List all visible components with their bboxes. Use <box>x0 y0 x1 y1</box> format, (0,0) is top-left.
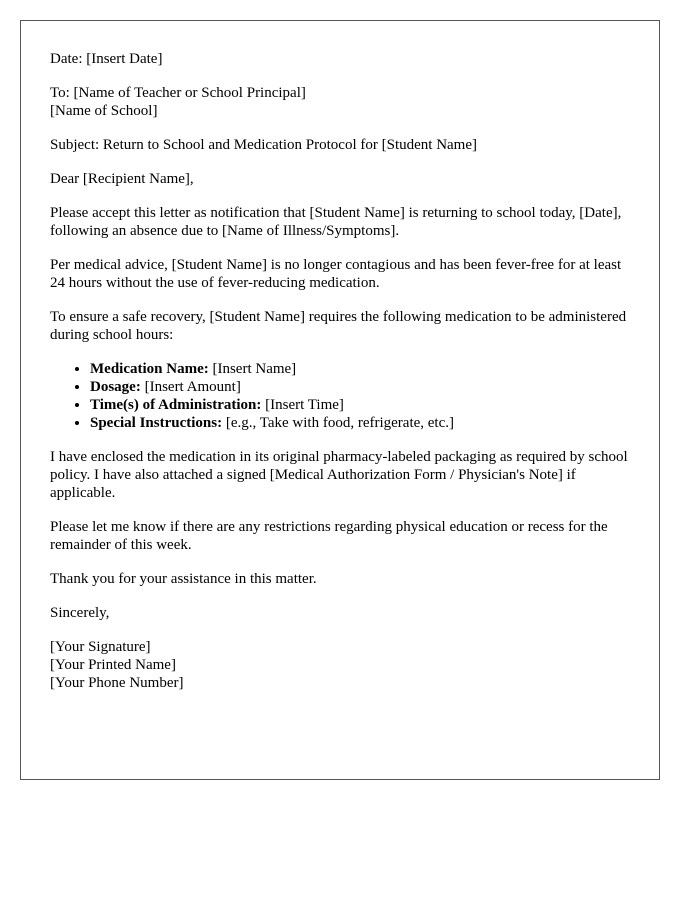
paragraph-notification: Please accept this letter as notification that [Student Name] is returning to school today, [Date], following an absence due to [Name of Illness/Symptoms]. <box>50 205 622 239</box>
paragraph-recovery: To ensure a safe recovery, [Student Name] requires the following medication to be administered during school hours: <box>50 309 627 343</box>
school-line: [Name of School] <box>50 103 158 119</box>
signature-block <box>50 638 635 692</box>
paragraph-enclosed: I have enclosed the medication in its original pharmacy-labeled packaging as required by school policy. I have also attached a signed [Medical Authorization Form / Physician's Note] if applicable. <box>50 449 628 501</box>
salutation: Dear [Recipient Name], <box>50 171 194 187</box>
administration-time-label: Time(s) of Administration: <box>90 397 262 413</box>
subject-line: Subject: Return to School and Medication Protocol for [Student Name] <box>50 137 478 153</box>
signature-line: [Your Signature] <box>50 639 151 655</box>
medication-name-label: Medication Name: <box>90 361 209 377</box>
paragraph-thanks: Thank you for your assistance in this matter. <box>50 571 317 587</box>
printed-name-line: [Your Printed Name] <box>50 657 176 673</box>
closing: Sincerely, <box>50 605 110 621</box>
list-item <box>90 360 635 378</box>
date-line: Date: [Insert Date] <box>50 51 163 67</box>
medication-list <box>50 360 635 432</box>
paragraph-restrictions: Please let me know if there are any restrictions regarding physical education or recess for the remainder of this week. <box>50 519 608 553</box>
phone-line: [Your Phone Number] <box>50 675 184 691</box>
medication-name-value: [Insert Name] <box>208 361 297 377</box>
list-item <box>90 396 635 414</box>
special-instructions-value: [e.g., Take with food, refrigerate, etc.] <box>222 415 454 431</box>
list-item <box>90 378 635 396</box>
administration-time-value: [Insert Time] <box>261 397 344 413</box>
dosage-value: [Insert Amount] <box>140 379 241 395</box>
recipient-block <box>50 84 635 120</box>
letter-page <box>20 20 660 780</box>
paragraph-medical-advice: Per medical advice, [Student Name] is no longer contagious and has been fever-free for at least 24 hours without the use of fever-reducing medication. <box>50 257 622 291</box>
special-instructions-label: Special Instructions: <box>90 415 223 431</box>
letter-body <box>50 50 635 708</box>
list-item <box>90 414 635 432</box>
dosage-label: Dosage: <box>90 379 141 395</box>
to-line: To: [Name of Teacher or School Principal] <box>50 85 306 101</box>
